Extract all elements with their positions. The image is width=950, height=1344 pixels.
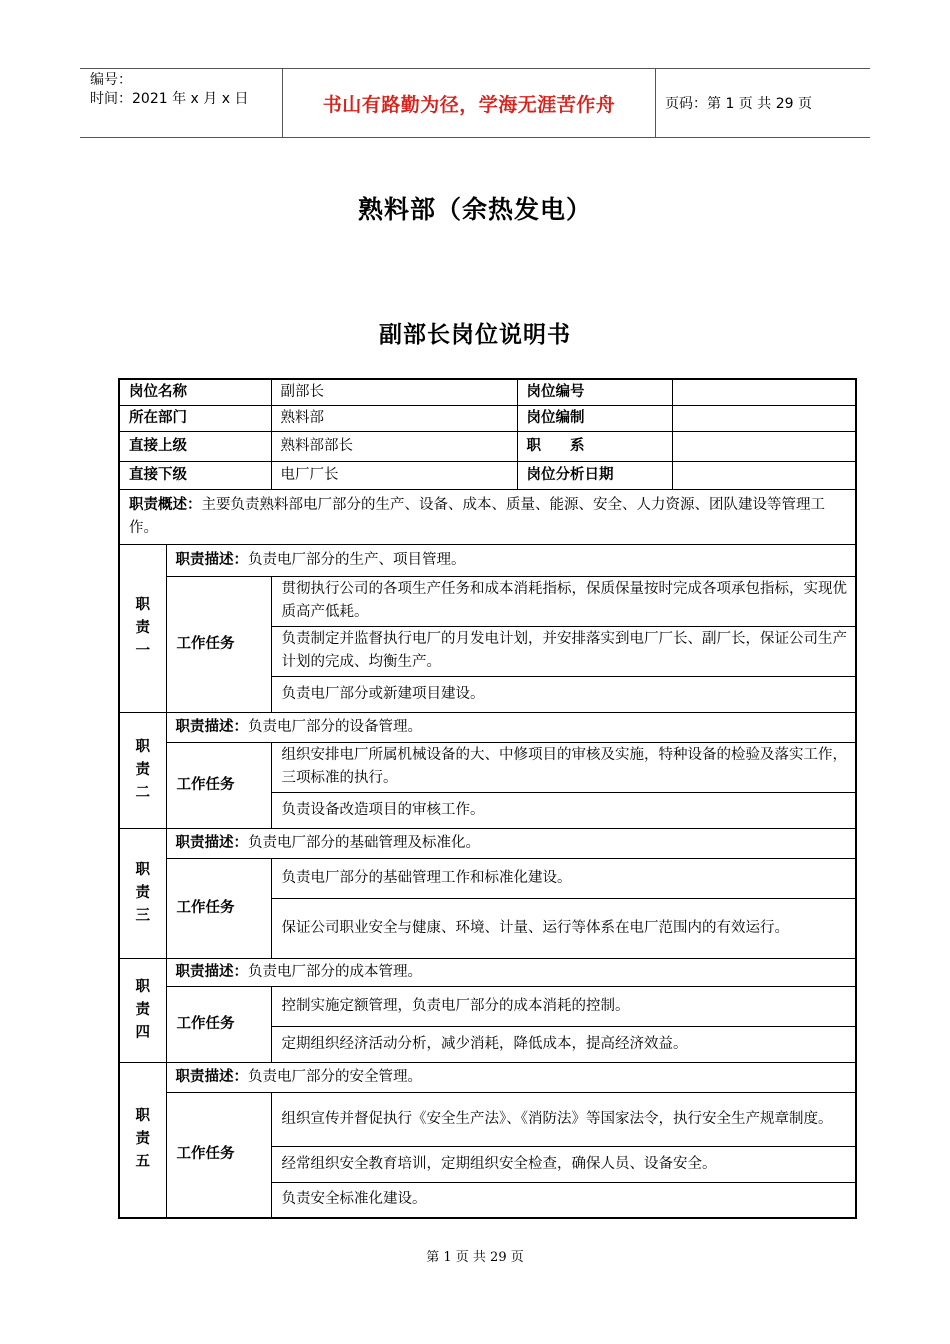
summary-cell — [119, 489, 856, 544]
info-value: 副部长 — [271, 379, 517, 405]
task-item: 控制实施定额管理，负责电厂部分的成本消耗的控制。 — [271, 986, 856, 1026]
info-label: 岗位编号 — [517, 379, 672, 405]
duty-desc-text: 负责电厂部分的安全管理。 — [248, 1068, 422, 1085]
duty-desc-label: 职责描述： — [175, 718, 248, 735]
page-footer: 第 1 页 共 29 页 — [426, 1250, 524, 1265]
info-row — [119, 431, 856, 461]
info-row — [119, 379, 856, 405]
duty-desc-row — [119, 544, 856, 576]
task-row — [119, 576, 856, 626]
header-time: 时间：2021 年 x 月 x 日 — [90, 91, 249, 107]
duty-desc-label: 职责描述： — [175, 1068, 248, 1085]
duty-desc-text: 负责电厂部分的成本管理。 — [248, 963, 422, 980]
header-number: 编号： — [90, 72, 132, 88]
task-row — [119, 858, 856, 898]
info-value: 熟料部 — [271, 405, 517, 431]
duty-title-char: 责 — [135, 884, 150, 901]
info-value: 电厂厂长 — [271, 461, 517, 489]
summary-label: 职责概述： — [129, 496, 202, 513]
document-title: 副部长岗位说明书 — [379, 321, 571, 348]
task-item: 贯彻执行公司的各项生产任务和成本消耗指标，保质保量按时完成各项承包指标，实现优质高产低耗。 — [271, 576, 856, 626]
duty-description — [166, 1062, 856, 1092]
duty-desc-label: 职责描述： — [175, 834, 248, 851]
info-value: 熟料部部长 — [271, 431, 517, 461]
task-item: 保证公司职业安全与健康、环境、计量、运行等体系在电厂范围内的有效运行。 — [271, 898, 856, 958]
info-label: 岗位分析日期 — [517, 461, 672, 489]
duty-title-char: 责 — [135, 761, 150, 778]
task-item: 经常组织安全教育培训，定期组织安全检查，确保人员、设备安全。 — [271, 1146, 856, 1182]
task-item: 组织宣传并督促执行《安全生产法》、《消防法》等国家法令，执行安全生产规章制度。 — [271, 1092, 856, 1146]
task-row — [119, 986, 856, 1026]
task-label: 工作任务 — [166, 576, 271, 712]
duty-desc-text: 负责电厂部分的设备管理。 — [248, 718, 422, 735]
task-item: 组织安排电厂所属机械设备的大、中修项目的审核及实施，特种设备的检验及落实工作，三项标准的执行。 — [271, 742, 856, 792]
info-label: 所在部门 — [119, 405, 271, 431]
page-header — [80, 68, 870, 138]
info-value — [672, 405, 856, 431]
duty-title-char: 二 — [135, 784, 150, 801]
info-label: 直接下级 — [119, 461, 271, 489]
duty-title-char: 职 — [135, 596, 150, 613]
task-item: 负责电厂部分的基础管理工作和标准化建设。 — [271, 858, 856, 898]
duty-desc-text: 负责电厂部分的基础管理及标准化。 — [248, 834, 480, 851]
duty-title-char: 职 — [135, 978, 150, 995]
info-label: 岗位名称 — [119, 379, 271, 405]
duty-title-char: 责 — [135, 619, 150, 636]
duty-title — [119, 958, 166, 1062]
duty-title-char: 一 — [135, 642, 150, 659]
info-value — [672, 431, 856, 461]
summary-row — [119, 489, 856, 544]
task-row — [119, 742, 856, 792]
info-row — [119, 405, 856, 431]
duty-title-char: 四 — [135, 1024, 150, 1041]
duty-title — [119, 544, 166, 712]
duty-desc-row — [119, 828, 856, 858]
duty-title-char: 职 — [135, 738, 150, 755]
header-motto: 书山有路勤为径，学海无涯苦作舟 — [282, 69, 656, 137]
header-meta — [80, 69, 282, 137]
duty-title — [119, 1062, 166, 1218]
task-item: 负责安全标准化建设。 — [271, 1182, 856, 1218]
task-label: 工作任务 — [166, 742, 271, 828]
info-row — [119, 461, 856, 489]
task-item: 负责电厂部分或新建项目建设。 — [271, 676, 856, 712]
duty-title-char: 三 — [135, 907, 150, 924]
summary-text: 主要负责熟料部电厂部分的生产、设备、成本、质量、能源、安全、人力资源、团队建设等管理工作。 — [129, 496, 825, 536]
department-title: 熟料部（余热发电） — [357, 195, 592, 224]
duty-description — [166, 712, 856, 742]
duty-title-char: 职 — [135, 861, 150, 878]
duty-desc-row — [119, 958, 856, 986]
task-item: 负责设备改造项目的审核工作。 — [271, 792, 856, 828]
info-value — [672, 379, 856, 405]
info-label: 职 系 — [517, 431, 672, 461]
task-label: 工作任务 — [166, 1092, 271, 1218]
task-label: 工作任务 — [166, 858, 271, 958]
duty-desc-text: 负责电厂部分的生产、项目管理。 — [248, 551, 466, 568]
duty-title-char: 五 — [135, 1154, 150, 1171]
duty-desc-label: 职责描述： — [175, 551, 248, 568]
task-item: 定期组织经济活动分析，减少消耗，降低成本，提高经济效益。 — [271, 1026, 856, 1062]
duty-title-char: 责 — [135, 1001, 150, 1018]
duty-desc-row — [119, 1062, 856, 1092]
duty-title-char: 责 — [135, 1131, 150, 1148]
duty-title — [119, 828, 166, 958]
duty-title — [119, 712, 166, 828]
task-item: 负责制定并监督执行电厂的月发电计划，并安排落实到电厂厂长、副厂长，保证公司生产计划的完成、均衡生产。 — [271, 626, 856, 676]
info-label: 直接上级 — [119, 431, 271, 461]
task-label: 工作任务 — [166, 986, 271, 1062]
info-value — [672, 461, 856, 489]
duty-desc-label: 职责描述： — [175, 963, 248, 980]
job-description-table — [118, 378, 857, 1219]
duty-description — [166, 828, 856, 858]
task-row — [119, 1092, 856, 1146]
duty-title-char: 职 — [135, 1108, 150, 1125]
header-page-number: 页码：第 1 页 共 29 页 — [665, 96, 812, 112]
duty-desc-row — [119, 712, 856, 742]
duty-description — [166, 958, 856, 986]
info-label: 岗位编制 — [517, 405, 672, 431]
duty-description — [166, 544, 856, 576]
